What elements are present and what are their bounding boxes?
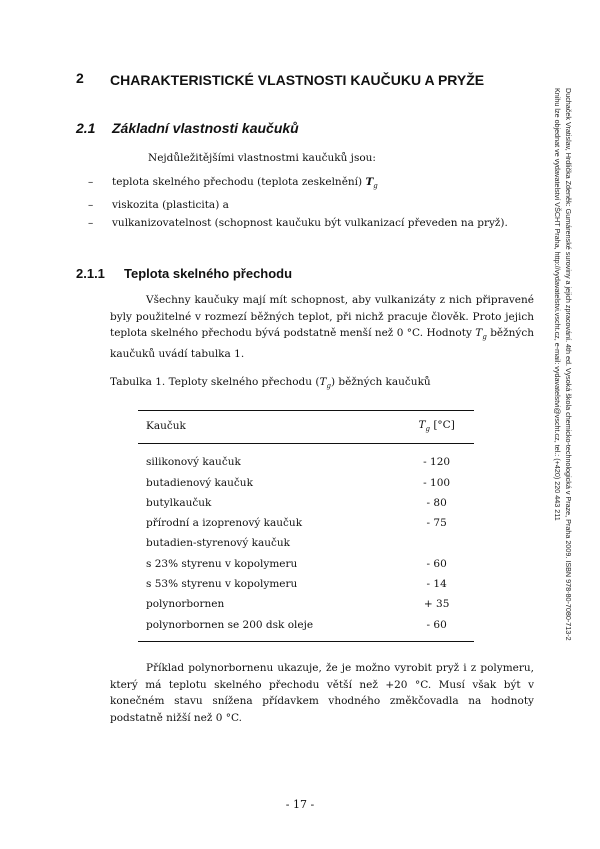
paragraph-1	[110, 292, 534, 362]
table-header-row	[138, 411, 474, 444]
intro-text: Nejdůležitějšími vlastnostmi kaučuků jsou:	[148, 152, 376, 164]
caption-text-b: ) běžných kaučuků	[330, 376, 431, 388]
tg-symbol: T	[418, 419, 426, 431]
tg-symbol: T	[475, 327, 483, 339]
rubber-name: s 53% styrenu v kopolymeru	[146, 578, 298, 591]
chapter-number: 2	[76, 70, 84, 86]
tg-value: - 60	[399, 614, 474, 641]
tg-sub: g	[482, 333, 487, 342]
tg-sub: g	[425, 425, 430, 434]
table-caption	[110, 376, 431, 390]
dash: –	[88, 198, 94, 211]
paragraph-2	[110, 660, 534, 726]
table-row	[138, 513, 474, 533]
citation-line-2: Knihu lze objednat ve vydavatelství VŠCHT Praha, http://vydavatelstvi.vscht.cz, e-mail: vydavatelstvi@vscht.cz, tel.: (+420) 220 443 211	[553, 88, 562, 521]
table-row	[138, 472, 474, 492]
rubber-name: přírodní a izoprenový kaučuk	[146, 517, 303, 530]
section-title: Základní vlastnosti kaučuků	[112, 120, 299, 136]
citation-line-1: Duchaček Vratislav, Hrdlička Zdeněk: Gumárenské suroviny a jejich zpracování. 4th ed. Vysoká škola chemicko-technologická v Praze, Praha 2009. ISBN 978-80-7080-713-2	[564, 88, 573, 641]
rubber-name: butadienový kaučuk	[146, 476, 253, 489]
list-item-text: teplota skelného přechodu (teplota zeskelnění)	[112, 176, 366, 188]
tg-symbol: T	[319, 376, 327, 388]
list-item	[76, 215, 534, 232]
subsection-number: 2.1.1	[76, 266, 105, 281]
table-row	[138, 493, 474, 513]
tg-symbol: T	[365, 176, 374, 188]
paragraph-1-text-b: běžných kaučuků uvádí tabulka 1.	[110, 327, 534, 360]
list-item	[76, 197, 534, 214]
rubber-name: polynorbornen se 200 dsk oleje	[138, 614, 399, 641]
rubber-name: polynorbornen	[146, 598, 225, 611]
tg-value	[399, 533, 474, 553]
tg-value: - 14	[426, 578, 447, 591]
dash: –	[88, 217, 94, 230]
list-item-text: vulkanizovatelnost (schopnost kaučuku být vulkanizací převeden na pryž).	[112, 217, 508, 230]
tg-unit: [°C]	[429, 419, 455, 431]
column-header-tg	[399, 411, 474, 444]
tg-value: - 80	[426, 496, 447, 509]
page-number: - 17 -	[285, 798, 315, 811]
dash: –	[88, 176, 94, 188]
tg-value: + 35	[423, 598, 450, 611]
table-row	[138, 614, 474, 641]
table-row	[138, 444, 474, 473]
chapter-title: CHARAKTERISTICKÉ VLASTNOSTI KAUČUKU A PRYŽE	[110, 72, 485, 88]
caption-text-a: Tabulka 1. Teploty skelného přechodu (	[110, 376, 320, 388]
paragraph-1-text-a: Všechny kaučuky mají mít schopnost, aby vulkanizáty z nich připravené byly použitelné v rozmezí běžných teplot, při nichž pracuje člověk. Proto jejich teplota skelného přechodu bývá podstatně menší než 0 °C. Hodnoty	[110, 294, 534, 339]
properties-list	[76, 170, 534, 234]
section-number: 2.1	[76, 120, 96, 136]
tg-value: - 120	[423, 456, 451, 469]
rubber-name: butadien-styrenový kaučuk	[146, 537, 291, 550]
subsection-title: Teplota skelného přechodu	[124, 266, 293, 281]
table-row	[138, 574, 474, 594]
table-row	[138, 554, 474, 574]
table-row	[138, 594, 474, 614]
rubber-name: butylkaučuk	[146, 496, 212, 509]
table-row	[138, 533, 474, 553]
tg-value: - 60	[426, 557, 447, 570]
column-header-rubber: Kaučuk	[138, 411, 399, 444]
tg-sub: g	[326, 382, 331, 391]
rubber-name: silikonový kaučuk	[146, 456, 241, 469]
tg-value: - 100	[423, 476, 451, 489]
list-item	[76, 174, 534, 195]
paragraph-2-text: Příklad polynorbornenu ukazuje, že je možno vyrobit pryž i z polymeru, který má teplotu skelného přechodu větší než +20 °C. Musí však být v konečném stavu snížena přídavkem vhodného změkčovadla na hodnoty podstatně nižší než 0 °C.	[110, 662, 534, 724]
tg-value: - 75	[426, 517, 447, 530]
rubber-name: s 23% styrenu v kopolymeru	[146, 557, 298, 570]
tg-sub: g	[373, 182, 378, 191]
tg-table	[138, 410, 474, 642]
list-item-text: viskozita (plasticita) a	[112, 198, 229, 211]
